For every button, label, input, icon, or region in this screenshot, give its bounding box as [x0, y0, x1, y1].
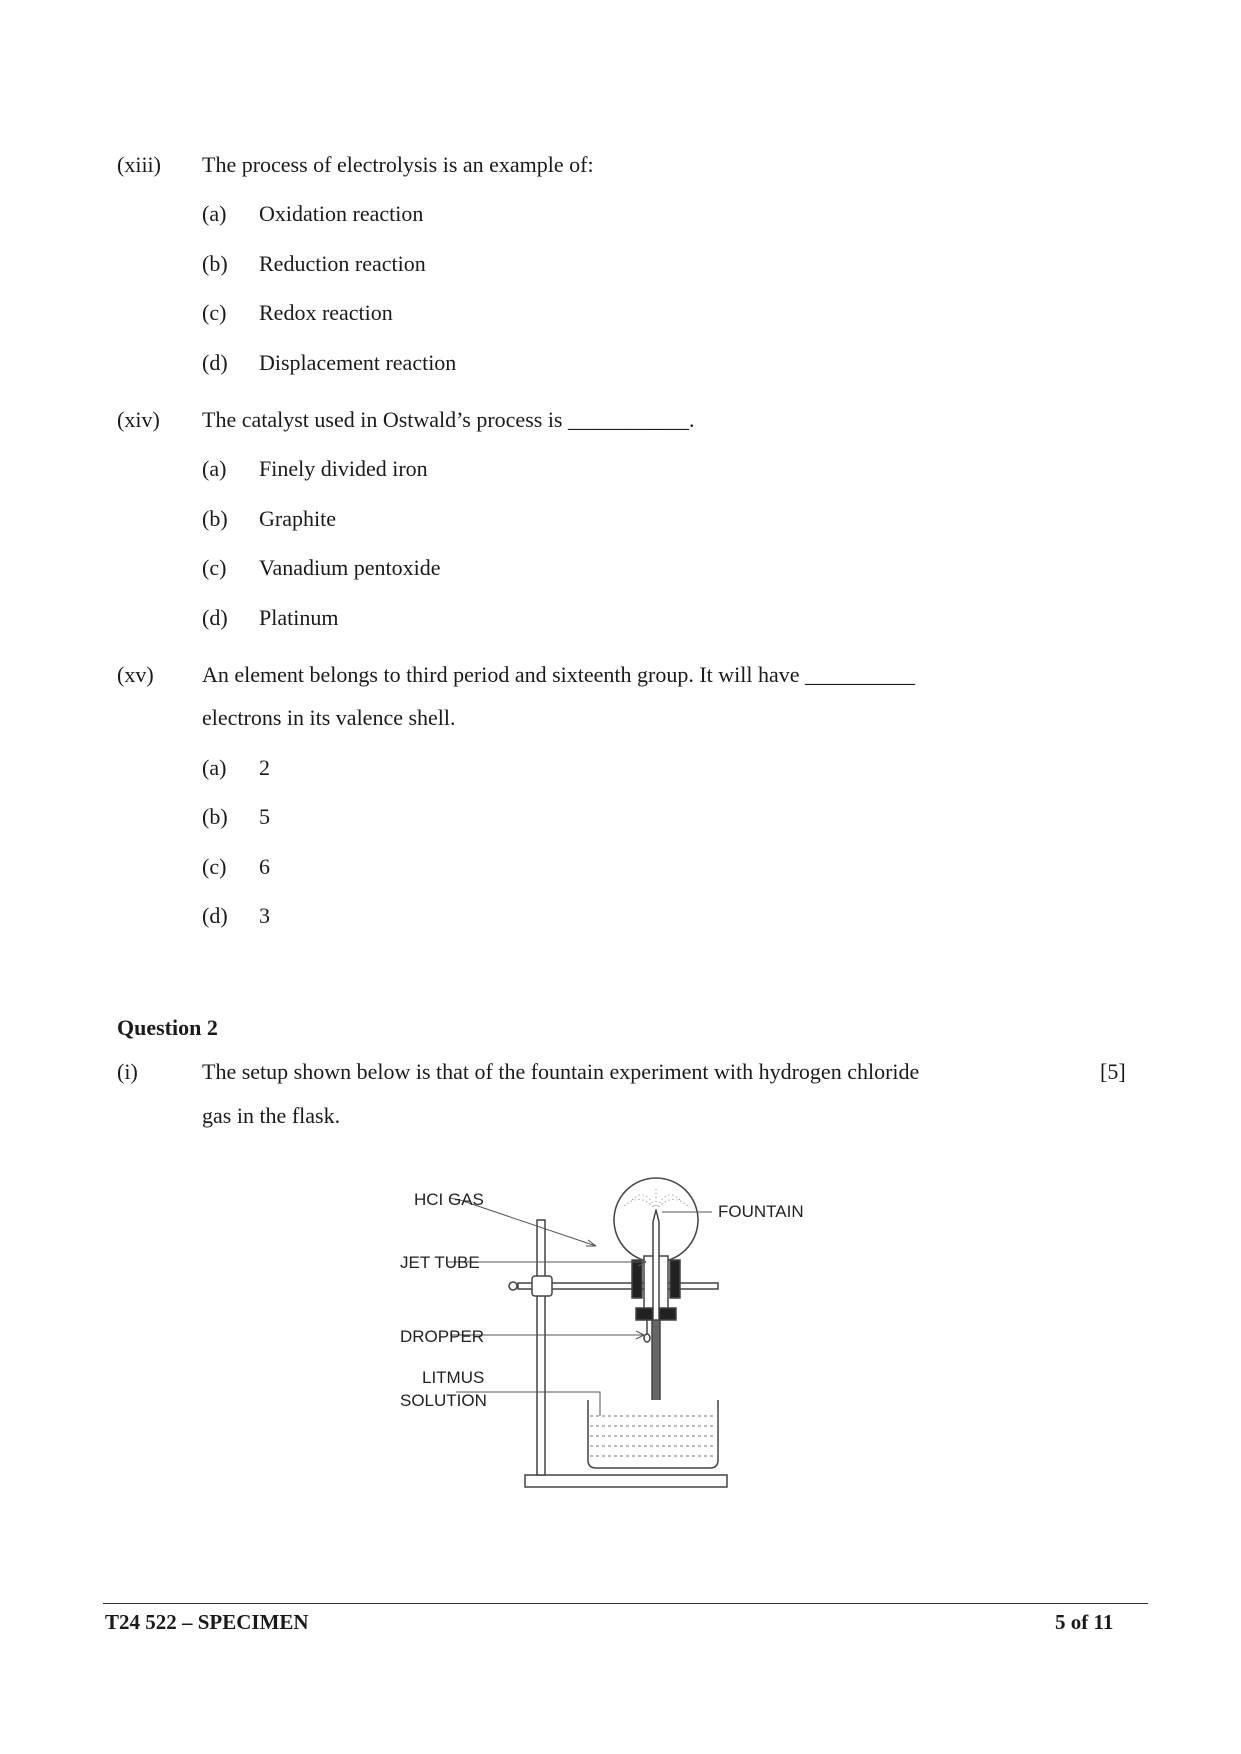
option-text: 6: [259, 854, 270, 879]
option-label: (b): [202, 506, 228, 531]
question-text: The catalyst used in Ostwald’s process is ___________.: [202, 407, 695, 432]
label-litmus: LITMUS: [422, 1368, 485, 1387]
question-text: The setup shown below is that of the fountain experiment with hydrogen chloride: [202, 1059, 920, 1084]
footer-code: T24 522 – SPECIMEN: [105, 1610, 309, 1634]
option-label: (b): [202, 804, 228, 829]
question-number: (i): [117, 1059, 138, 1084]
fountain-experiment-diagram: [400, 1160, 860, 1500]
label-dropper: DROPPER: [400, 1327, 485, 1346]
option-label: (c): [202, 854, 227, 879]
option-text: Redox reaction: [259, 300, 393, 325]
option-text: Vanadium pentoxide: [259, 555, 441, 580]
label-jet-tube: JET TUBE: [400, 1253, 480, 1272]
option-label: (b): [202, 251, 228, 276]
option-label: (c): [202, 300, 227, 325]
option-text: Finely divided iron: [259, 456, 428, 481]
question-text-continued: electrons in its valence shell.: [202, 705, 456, 730]
footer-divider: [103, 1603, 1148, 1604]
clamp-jaw-left: [632, 1260, 642, 1298]
option-label: (d): [202, 903, 228, 928]
clamp-boss: [532, 1276, 552, 1296]
label-solution: SOLUTION: [400, 1391, 487, 1410]
option-text: Platinum: [259, 605, 339, 630]
option-text: Graphite: [259, 506, 336, 531]
option-text: 5: [259, 804, 270, 829]
question-text-continued: gas in the flask.: [202, 1103, 341, 1128]
section-heading: Question 2: [117, 1015, 218, 1040]
stand-base: [525, 1475, 727, 1487]
question-number: (xiii): [117, 152, 161, 177]
clamp-screw: [509, 1282, 517, 1290]
option-label: (a): [202, 201, 227, 226]
question-text: The process of electrolysis is an example of:: [202, 152, 594, 177]
stand-rod: [537, 1220, 545, 1475]
option-label: (c): [202, 555, 227, 580]
option-text: 3: [259, 903, 270, 928]
option-text: Reduction reaction: [259, 251, 426, 276]
option-label: (d): [202, 350, 228, 375]
question-number: (xiv): [117, 407, 160, 432]
marks: [5]: [1100, 1059, 1126, 1084]
clamp-jaw-right: [670, 1260, 680, 1298]
option-label: (a): [202, 456, 227, 481]
option-label: (d): [202, 605, 228, 630]
option-label: (a): [202, 755, 227, 780]
dropper-icon: [644, 1334, 650, 1342]
option-text: Oxidation reaction: [259, 201, 424, 226]
label-fountain: FOUNTAIN: [718, 1202, 804, 1221]
footer-page-number: 5 of 11: [1055, 1610, 1114, 1634]
label-hcl-gas: HCI GAS: [414, 1190, 484, 1209]
option-text: 2: [259, 755, 270, 780]
question-number: (xv): [117, 662, 154, 687]
jet-tube: [653, 1210, 659, 1328]
question-text: An element belongs to third period and sixteenth group. It will have __________: [202, 662, 916, 687]
beaker: [588, 1400, 718, 1468]
option-text: Displacement reaction: [259, 350, 457, 375]
